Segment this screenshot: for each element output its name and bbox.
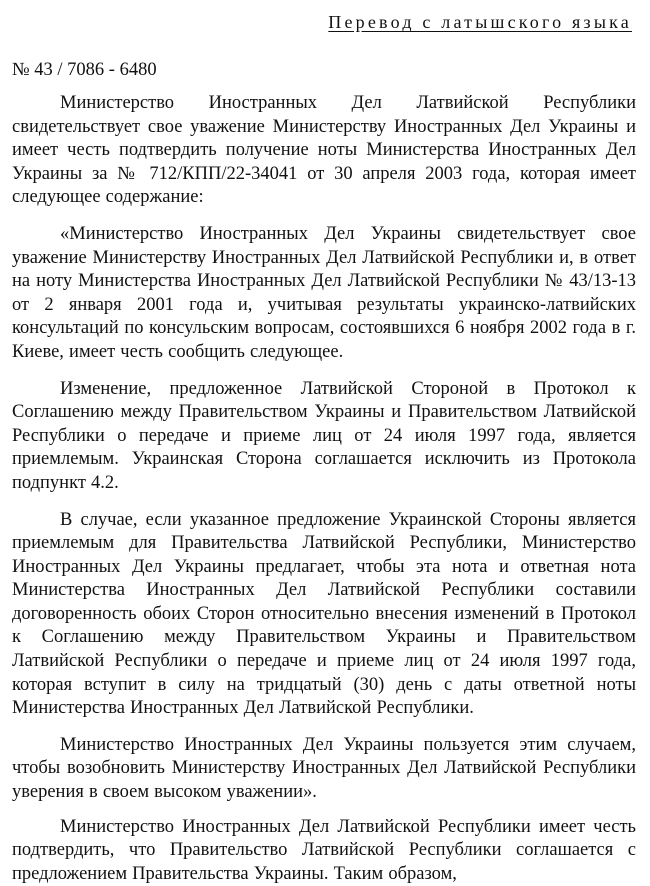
paragraph-latvian-confirmation: Министерство Иностранных Дел Латвийской Республики имеет честь подтвердить, что Правительство Латвийской Республики соглашается с предложением Правительства Украины. Таким образом, bbox=[12, 816, 636, 884]
paragraph-quoted-note-intro: «Министерство Иностранных Дел Украины свидетельствует свое уважение Министерству Иностранных Дел Латвийской Республики и, в ответ на ноту Министерства Иностранных Дел Латвийской Республики № 43/13-13 от 2 января 2001 года и, учитывая результаты украинско-латвийских консультаций по консульским вопросам, состоявшихся 6 ноября 2002 года в г. Киеве, имеет честь сообщить следующее. bbox=[12, 223, 636, 362]
document-number: № 43 / 7086 - 6480 bbox=[12, 60, 157, 80]
paragraph-protocol-change: Изменение, предложенное Латвийской Стороной в Протокол к Соглашению между Правительством Украины и Правительством Латвийской Республики о передаче и приеме лиц от 24 июля 1997 года, является приемлемым. Украинская Сторона соглашается исключить из Протокола подпункт 4.2. bbox=[12, 378, 636, 493]
translation-header: Перевод с латышского языка bbox=[328, 12, 632, 32]
paragraph-confirmation: Министерство Иностранных Дел Латвийской Республики свидетельствует свое уважение Министерству Иностранных Дел Украины и имеет честь подтвердить получение ноты Министерства Иностранных Дел Украины за № 712/КПП/22-34041 от 30 апреля 2003 года, которая имеет следующее содержание: bbox=[12, 93, 636, 208]
paragraph-closing-courtesy: Министерство Иностранных Дел Украины пользуется этим случаем, чтобы возобновить Министерству Иностранных Дел Латвийской Республики уверения в своем высоком уважении». bbox=[12, 734, 636, 803]
paragraph-agreement-proposal: В случае, если указанное предложение Украинской Стороны является приемлемым для Правительства Латвийской Республики, Министерство Иностранных Дел Украины предлагает, чтобы эта нота и ответная нота Министерства Иностранных Дел Латвийской Республики составили договоренность обоих Сторон относительно внесения изменений в Протокол к Соглашению между Правительством Украины и Правительством Латвийской Республики о передаче и приеме лиц от 24 июля 1997 года, которая вступит в силу на тридцатый (30) день с даты ответной ноты Министерства Иностранных Дел Латвийской Республики. bbox=[12, 509, 636, 719]
